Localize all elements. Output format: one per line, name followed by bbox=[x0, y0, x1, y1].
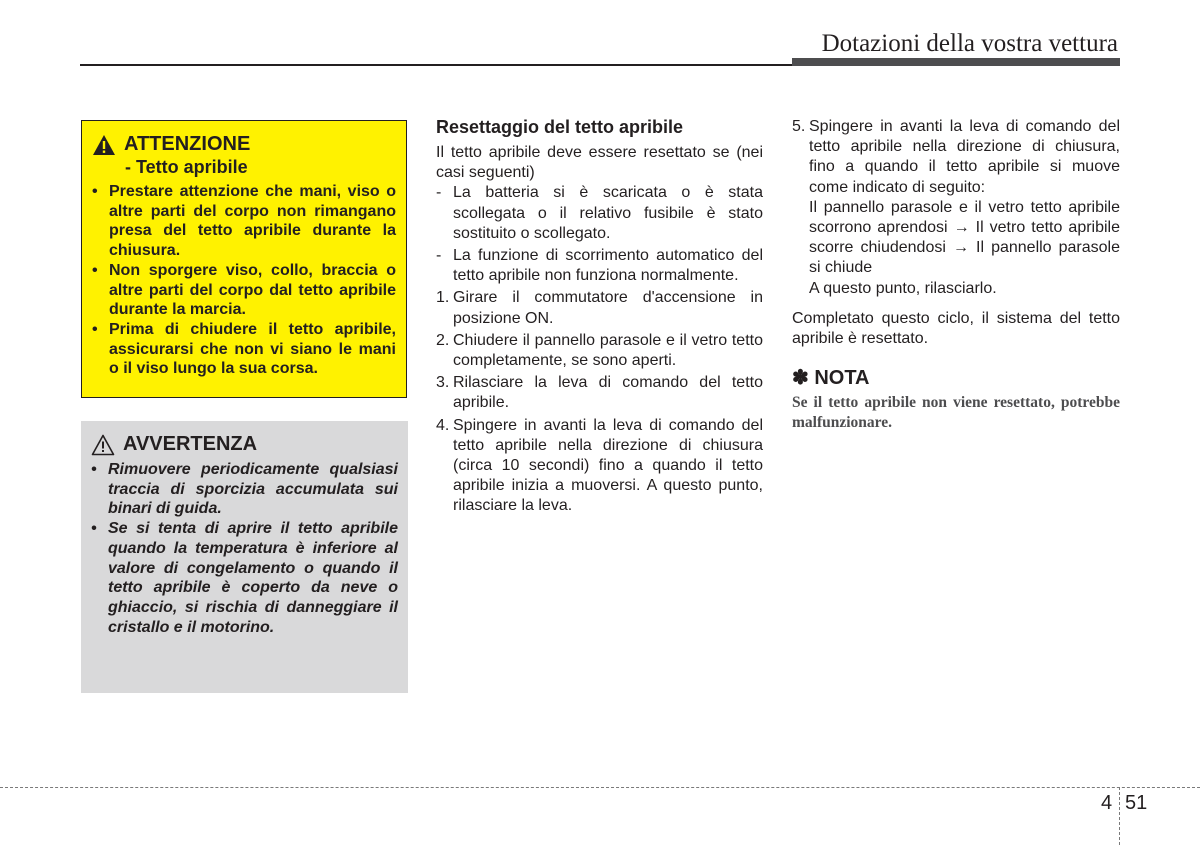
reset-step: 4. Spingere in avanti la leva di comando del tetto apribile nella direzione di chiusura (circa 10 secondi) fino a quando il tetto apribile inizia a muoversi. A questo punto, rilasciare la leva. bbox=[436, 416, 763, 515]
attention-item: • Prima di chiudere il tetto apribile, assicurarsi che non vi siano le mani o il viso lungo la sua corsa. bbox=[92, 320, 396, 379]
footer-dashed-rule bbox=[0, 787, 1200, 788]
warning-box bbox=[81, 421, 408, 693]
reset-conclusion: Completato questo ciclo, il sistema del tetto apribile è resettato. bbox=[792, 309, 1120, 348]
step5-release: A questo punto, rilasciarlo. bbox=[809, 279, 997, 297]
attention-title: ATTENZIONE bbox=[124, 133, 251, 155]
header-rule-thick bbox=[792, 58, 1120, 66]
header-rule-thin bbox=[80, 64, 792, 66]
reset-step: 5. Spingere in avanti la leva di comando del tetto apribile nella direzione di chiusura, fino a quando il tetto apribile si muove come indicato di seguito: bbox=[792, 118, 1120, 196]
note-heading: ✽ NOTA bbox=[792, 367, 870, 390]
warning-heading bbox=[91, 433, 398, 456]
attention-subtitle: - Tetto apribile bbox=[125, 157, 248, 177]
page-number: 51 bbox=[1125, 792, 1148, 814]
reset-heading: Resettaggio del tetto apribile bbox=[436, 117, 684, 137]
warning-item: • Se si tenta di aprire il tetto apribile quando la temperatura è inferiore al valore di congelamento o quando il tetto apribile è coperto da neve o ghiaccio, si rischia di danneggiare il cristallo e il motorino. bbox=[91, 519, 398, 637]
reset-condition: - La batteria si è scaricata o è stata scollegata o il relativo fusibile è stato sostituito o scollegato. bbox=[436, 184, 763, 242]
attention-item: • Non sporgere viso, collo, braccia o altre parti del corpo dal tetto apribile durante la marcia. bbox=[92, 261, 396, 320]
reset-step: 1. Girare il commutatore d'accensione in posizione ON. bbox=[436, 289, 763, 327]
warning-list bbox=[91, 460, 398, 637]
chapter-number: 4 bbox=[1101, 792, 1113, 814]
warning-title: AVVERTENZA bbox=[123, 433, 258, 455]
attention-heading bbox=[92, 133, 396, 156]
step5-detail: Il pannello parasole e il vetro tetto apribile scorrono aprendosi → Il vetro tetto apribile scorre chiudendosi → Il pannello parasole si chiude bbox=[809, 198, 1120, 277]
reset-condition: - La funzione di scorrimento automatico del tetto apribile non funziona normalmente. bbox=[436, 247, 763, 285]
reset-section bbox=[436, 117, 763, 517]
reset-intro: Il tetto apribile deve essere resettato se (nei casi seguenti) bbox=[436, 144, 763, 182]
warning-triangle-outline-icon bbox=[91, 434, 115, 456]
reset-step: 2. Chiudere il pannello parasole e il vetro tetto completamente, se sono aperti. bbox=[436, 331, 763, 370]
running-header-title: Dotazioni della vostra vettura bbox=[821, 30, 1118, 57]
reset-step: 3. Rilasciare la leva di comando del tetto apribile. bbox=[436, 374, 763, 412]
attention-list bbox=[92, 182, 396, 379]
warning-item: • Rimuovere periodicamente qualsiasi traccia di sporcizia accumulata sui binari di guida. bbox=[91, 460, 398, 519]
reset-section-continued bbox=[792, 117, 1120, 433]
attention-item: • Prestare attenzione che mani, viso o altre parti del corpo non rimangano presa del tetto apribile durante la chiusura. bbox=[92, 182, 396, 261]
attention-box bbox=[81, 120, 407, 398]
note-text: Se il tetto apribile non viene resettato, potrebbe malfunzionare. bbox=[792, 394, 1120, 432]
warning-triangle-filled-icon bbox=[92, 134, 116, 156]
footer-page-divider bbox=[1119, 787, 1120, 845]
